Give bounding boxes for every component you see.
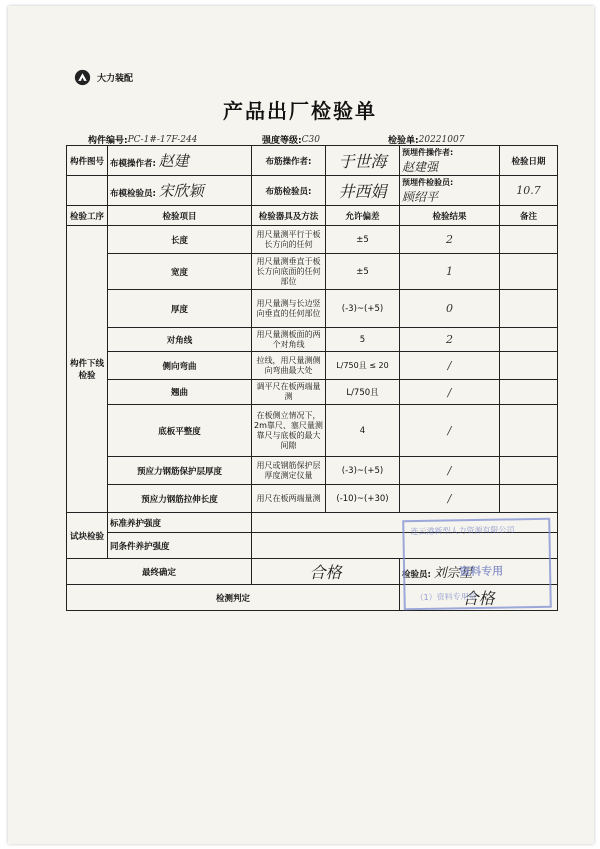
col-tolerance: 允许偏差 [326,206,400,226]
inspection-no-label: 检验单: [388,136,419,146]
brand-name: 大力装配 [97,74,134,84]
rebar-operator-label: 布筋操作者: [252,146,326,176]
row-tool: 用尺量测与长边竖向垂直的任何部位 [252,290,326,328]
row-remark [500,457,558,485]
column-header-row [67,206,558,226]
row-tool: 拉线，用尺量测侧向弯曲最大处 [252,352,326,380]
row-tool: 在板侧立情况下，2m靠尺、塞尺量测靠尺与底板的最大间隙 [252,405,326,457]
row-result: / [400,352,500,380]
same-cure-label: 同条件养护强度 [108,533,252,559]
company-stamp [402,518,552,611]
embed-operator-cell [400,146,500,176]
row-item: 宽度 [108,254,252,290]
embed-inspector-label: 预埋件检验员: [402,177,454,187]
row-item: 长度 [108,226,252,254]
row-item: 底板平整度 [108,405,252,457]
row-tool: 用尺量测平行于板长方向的任何 [252,226,326,254]
group-label: 构件下线检验 [67,226,108,513]
inspector-signature: 刘宗星 [433,566,473,581]
rebar-inspector-label: 布筋检验员: [252,176,326,206]
std-cure-label: 标准养护强度 [108,513,252,533]
row-tolerance: L/750且 ≤ 20 [326,352,400,380]
component-drawing-label: 构件图号 [67,146,108,176]
row-result: 2 [400,226,500,254]
stamp-line3: （1）资料专用章 [415,592,477,603]
form-inspector-signature: 宋欣颖 [158,182,204,200]
grade-label: 强度等级: [262,136,302,146]
table-row [67,405,558,457]
grade-value: C30 [302,135,362,146]
row-tolerance: ±5 [326,254,400,290]
row-result: 0 [400,290,500,328]
row-item: 侧向弯曲 [108,352,252,380]
brand [74,69,133,86]
col-result: 检验结果 [400,206,500,226]
inspector-label: 检验员: [402,570,431,580]
component-no-value: PC-1#-17F-244 [128,135,238,146]
row-result: 2 [400,328,500,352]
row-tolerance: (-3)~(+5) [326,290,400,328]
row-remark [500,226,558,254]
row-remark [500,352,558,380]
trial-label: 试块检验 [67,513,108,559]
col-remark: 备注 [500,206,558,226]
form-operator-cell [108,146,252,176]
row-remark [500,290,558,328]
embed-inspector-signature: 顾绍平 [402,189,439,204]
row-item: 预应力钢筋拉伸长度 [108,485,252,513]
final-label: 最终确定 [67,559,252,585]
row-result: / [400,380,500,405]
inspection-date-value: 10.7 [500,176,558,206]
document-title: 产品出厂检验单 [223,99,377,123]
row-remark [500,405,558,457]
table-row [67,380,558,405]
form-operator-signature: 赵建 [158,152,189,170]
form-inspector-label: 布模检验员: [110,189,156,199]
col-tool: 检验器具及方法 [252,206,326,226]
row-result: / [400,457,500,485]
row-result: / [400,405,500,457]
judge-value: 合格 [400,585,558,611]
da-li-logo-icon [74,69,91,86]
row-tolerance: (-3)~(+5) [326,457,400,485]
judge-label: 检测判定 [67,585,400,611]
row-remark [500,485,558,513]
table-row [67,290,558,328]
table-row [67,254,558,290]
col-item: 检验项目 [108,206,252,226]
row-remark [500,254,558,290]
stamp-line2: 资料专用 [459,564,504,579]
operator-row [67,146,558,176]
row-tolerance: 4 [326,405,400,457]
row-tolerance: (-10)~(+30) [326,485,400,513]
row-tool: 调平尺在板两端量测 [252,380,326,405]
rebar-inspector-signature: 井西娟 [326,176,400,206]
row-tolerance: ±5 [326,226,400,254]
row-tool: 用尺或钢筋保护层厚度测定仪量 [252,457,326,485]
row-item: 对角线 [108,328,252,352]
row-item: 厚度 [108,290,252,328]
table-row [67,485,558,513]
row-item: 预应力钢筋保护层厚度 [108,457,252,485]
table-row [67,352,558,380]
row-remark [500,328,558,352]
embed-operator-label: 预埋件操作者: [402,147,454,157]
row-remark [500,380,558,405]
embed-operator-signature: 赵建强 [402,159,439,174]
rebar-operator-signature: 于世海 [326,146,400,176]
row-result: / [400,485,500,513]
table-row [67,226,558,254]
component-no-label: 构件编号: [88,136,128,146]
row-result: 1 [400,254,500,290]
inspection-no-value: 20221007 [419,135,519,146]
row-tool: 用尺量测板面的两个对角线 [252,328,326,352]
form-inspector-cell [108,176,252,206]
embed-inspector-cell [400,176,500,206]
final-value: 合格 [252,559,400,585]
row-tool: 用尺量测垂直于板长方向底面的任何部位 [252,254,326,290]
row-item: 翘曲 [108,380,252,405]
inspection-date-label: 检验日期 [500,146,558,176]
inspector-row [67,176,558,206]
row-tolerance: 5 [326,328,400,352]
row-tolerance: L/750且 [326,380,400,405]
table-row [67,328,558,352]
table-row [67,457,558,485]
col-process: 检验工序 [67,206,108,226]
row-tool: 用尺在板两端量测 [252,485,326,513]
form-operator-label: 布模操作者: [110,159,156,169]
stamp-line1: 连云港新型人力资源有限公司 [410,525,515,537]
